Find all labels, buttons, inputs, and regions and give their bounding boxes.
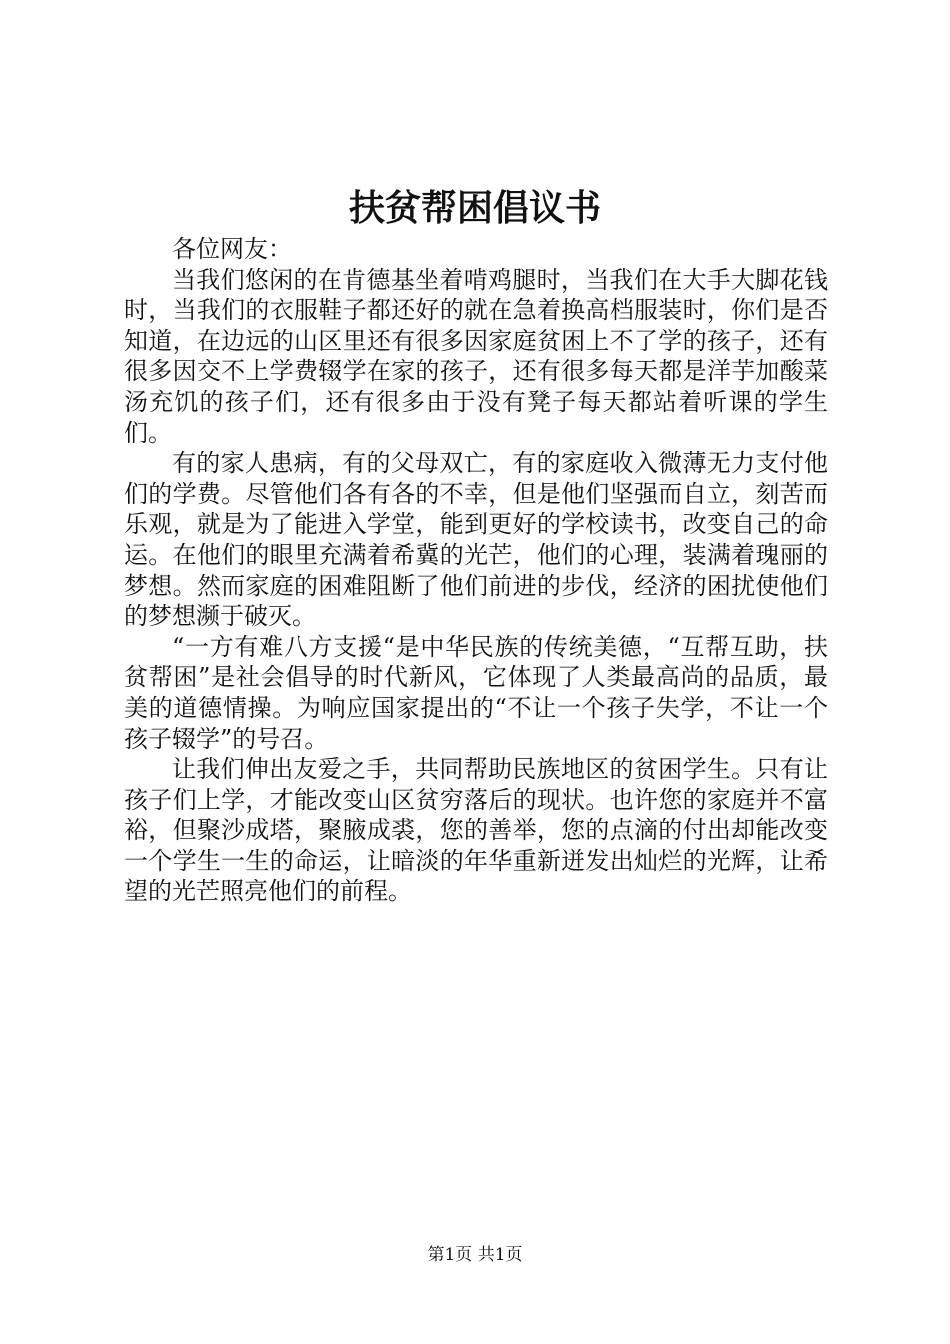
paragraph-1: 当我们悠闲的在肯德基坐着啃鸡腿时，当我们在大手大脚花钱时，当我们的衣服鞋子都还好的就在急着换高档服装时，你们是否知道，在边远的山区里还有很多因家庭贫困上不了学的孩子，还有很多因交不上学费辍学在家的孩子，还有很多每天都是洋芋加酸菜汤充饥的孩子们，还有很多由于没有凳子每天都站着听课的学生们。 bbox=[124, 265, 828, 447]
page-footer: 第1页 共1页 bbox=[427, 1245, 523, 1265]
paragraph-2: 有的家人患病，有的父母双亡，有的家庭收入微薄无力支付他们的学费。尽管他们各有各的不幸，但是他们坚强而自立，刻苦而乐观，就是为了能进入学堂，能到更好的学校读书，改变自己的命运。在他们的眼里充满着希冀的光芒，他们的心理，装满着瑰丽的梦想。然而家庭的困难阻断了他们前进的步伐，经济的困扰使他们的梦想濒于破灭。 bbox=[124, 449, 828, 631]
salutation: 各位网友： bbox=[172, 235, 292, 263]
page-title: 扶贫帮困倡议书 bbox=[348, 187, 601, 229]
paragraph-3: “一方有难八方支援“是中华民族的传统美德，“互帮互助，扶贫帮困”是社会倡导的时代新风，它体现了人类最高尚的品质，最美的道德情操。为响应国家提出的“不让一个孩子失学，不让一个孩子辍学”的号召。 bbox=[124, 632, 828, 753]
paragraph-4: 让我们伸出友爱之手，共同帮助民族地区的贫困学生。只有让孩子们上学，才能改变山区贫穷落后的现状。也许您的家庭并不富裕，但聚沙成塔，聚腋成裘，您的善举，您的点滴的付出却能改变一个学生一生的命运，让暗淡的年华重新迸发出灿烂的光辉，让希望的光芒照亮他们的前程。 bbox=[124, 755, 828, 906]
document-body bbox=[124, 234, 828, 907]
